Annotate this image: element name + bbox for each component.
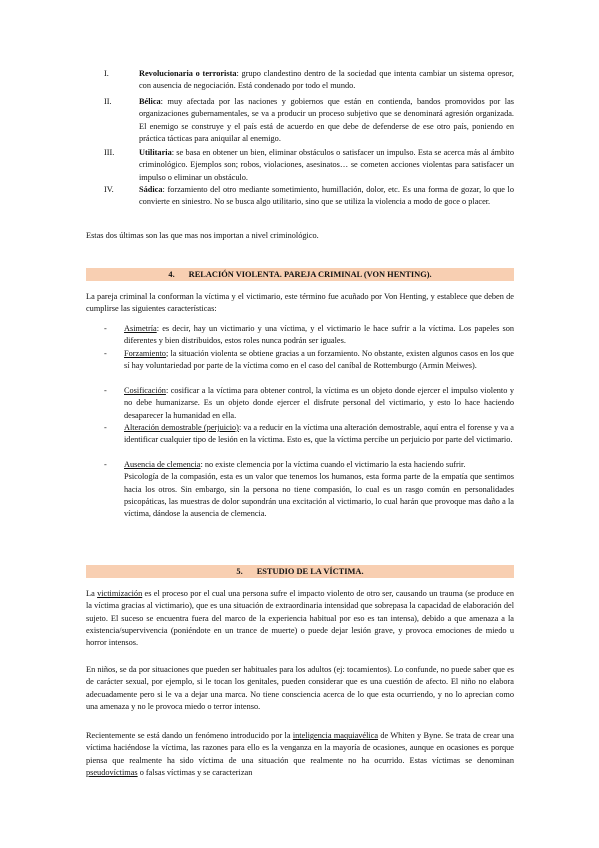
text-run: es el proceso por el cual una persona sufre el impacto violento de otro ser, causando un trauma (se produce en la víctima gracias al victimario), que es una situación de extraordinaria intensidad que sobrepasa la capacidad de elaboración del sujeto. El suceso se encuentra fuera del marco de la experiencia habitual por eso es tan intensa), debido a que amenaza a la existencia/supervivencia (poniéndote en un trance de muerte) o puede dejar lesión grave, y provoca emociones de miedo u horror intensos. [86, 589, 514, 648]
list-number: III. [104, 148, 115, 157]
text-run: o falsas víctimas y se caracterizan [137, 767, 253, 777]
list-dash: - [104, 324, 107, 333]
item-text: : va a reducir en la víctima una alteración demostrable, aquí entra el forense y va a identificar cualquier tipo de lesión en la víctima. Esto es, que la víctima percibe un perjuicio por parte del victimario. [124, 423, 514, 445]
item-term: Ausencia de clemencia [124, 460, 201, 469]
list-number: I. [104, 69, 109, 78]
term-inteligencia: inteligencia maquiavélica [292, 731, 379, 740]
text-run: Recientemente se está dando un fenómeno introducido por la [86, 731, 293, 740]
list-item [86, 459, 514, 520]
typology-note: Estas dos últimas son las que mas nos importan a nivel criminológico. [86, 231, 319, 240]
list-number: IV. [104, 185, 114, 194]
characteristics-list [86, 323, 514, 520]
list-item [86, 348, 514, 385]
item-term: Alteración demostrable (perjuicio) [124, 423, 239, 432]
section-title: ESTUDIO DE LA VÍCTIMA. [256, 567, 364, 576]
typology-desc: : muy afectada por las naciones y gobiernos que están en contienda, bandos promovidos por las organizaciones gubernamentales, se va a producir un proceso subjetivo que se denominará agresión organizada. El enemigo se construye y el país está de acuerdo en que debe de defenderse de ese otro país, poniendo en práctica tácticas para aniquilar al enemigo. [139, 97, 514, 143]
list-item [86, 323, 514, 348]
item-term: Cosificación [124, 386, 166, 395]
victimization-paragraph [86, 588, 514, 649]
list-dash: - [104, 460, 107, 469]
section-heading [86, 268, 514, 281]
term-pseudovictimas: pseudovíctimas [86, 767, 138, 777]
list-dash: - [104, 423, 107, 432]
section-number: 5. [236, 567, 243, 576]
item-text: : no existe clemencia por la víctima cuando el victimario la esta haciendo sufrir. [200, 460, 466, 469]
text-run: de Whiten y Byne. Se trata de crear una víctima haciéndose la víctima, las razones para ello es la venganza en la mayoría de ocasiones, aunque en ocasiones es porque piensa que realmente ha sido víctima de una situación que realmente no ha ocurrido. Estas víctimas se denominan [86, 731, 514, 765]
typology-term: Bélica [139, 97, 161, 106]
term-victimizacion: victimización [97, 589, 143, 598]
list-item [86, 385, 514, 422]
typology-term: Revolucionaria o terrorista [139, 69, 237, 78]
typology-text [139, 184, 514, 209]
text-run: La [86, 589, 98, 598]
item-term: Forzamiento [124, 349, 166, 358]
list-item [86, 422, 514, 459]
section-heading [86, 565, 514, 578]
compassion-paragraph: Psicología de la compasión, esta es un valor que tenemos los humanos, esta forma parte de la empatía que sentimos hacia los otros. Sin embargo, sin la persona no tiene compasión, lo cual es un rasgo común en personalidades psicopáticas, las muestras de dolor supondrán una excitación al victimario, lo cual harán que provoque mas daño a la víctima, dándose la ausencia de clemencia. [124, 472, 514, 519]
typology-text [139, 68, 514, 93]
list-dash: - [104, 349, 107, 358]
list-number: II. [104, 97, 112, 106]
typology-term: Sádica [139, 185, 163, 194]
typology-desc: : forzamiento del otro mediante sometimiento, humillación, dolor, etc. Es una forma de gozar, lo que lo convierte en siniestro. No se busca algo utilitario, sino que se utiliza la violencia a modo de goce o placer. [139, 185, 514, 207]
typology-desc: : grupo clandestino dentro de la sociedad que intenta cambiar un sistema opresor, con ausencia de negociación. Está condenado por todo el mundo. [139, 69, 514, 91]
typology-text [139, 147, 514, 184]
item-term: Asimetría [124, 324, 157, 333]
typology-desc: : se basa en obtener un bien, eliminar obstáculos o satisfacer un impulso. Esta se acerca más al ámbito criminológico. Ejemplos son; robos, violaciones, asesinatos… se cometen acciones violentas para satisfacer un impulso o eliminar un obstáculo. [139, 148, 514, 182]
item-text: : es decir, hay un victimario y una víctima, y el victimario le hace sufrir a la víctima. Los papeles son diferentes y bien distribuidos, estos roles nunca podrán ser iguales. [124, 324, 514, 346]
typology-text [139, 96, 514, 145]
list-dash: - [104, 386, 107, 395]
section-title: RELACIÓN VIOLENTA. PAREJA CRIMINAL (VON HENTING). [188, 270, 432, 279]
section-number: 4. [168, 270, 175, 279]
children-paragraph: En niños, se da por situaciones que pueden ser habituales para los adultos (ej: tocamientos). Lo confunde, no puede saber que es de carácter sexual, por ejemplo, si le tocan los genitales, pueden considerar que es una cuestión de afecto. El niño no elabora adecuadamente pero si le va a dejar una marca. No tiene consciencia acerca de lo que esta ocurriendo, y no lo aprecian como una amenaza y no le provoca miedo o terror intenso. [86, 665, 514, 711]
machiavellian-paragraph [86, 730, 514, 779]
section-intro: La pareja criminal la conforman la víctima y el victimario, este término fue acuñado por Von Henting, y establece que deben de cumplirse las siguientes características: [86, 292, 514, 314]
item-text: : cosificar a la víctima para obtener control, la víctima es un objeto donde ejercer el impulso violento y no debe humanizarse. Es un objeto donde ejercer el disfrute personal del victimario, y esto lo hace haciendo desaparecer la humanidad en ella. [124, 386, 514, 420]
typology-term: Utilitaria [139, 148, 172, 157]
item-text: ; la situación violenta se obtiene gracias a un forzamiento. No obstante, existen algunos casos en los que sí hay voluntariedad por parte de la víctima como en el caso del caníbal de Rottemburgo (Armin Meiwes). [124, 349, 514, 371]
